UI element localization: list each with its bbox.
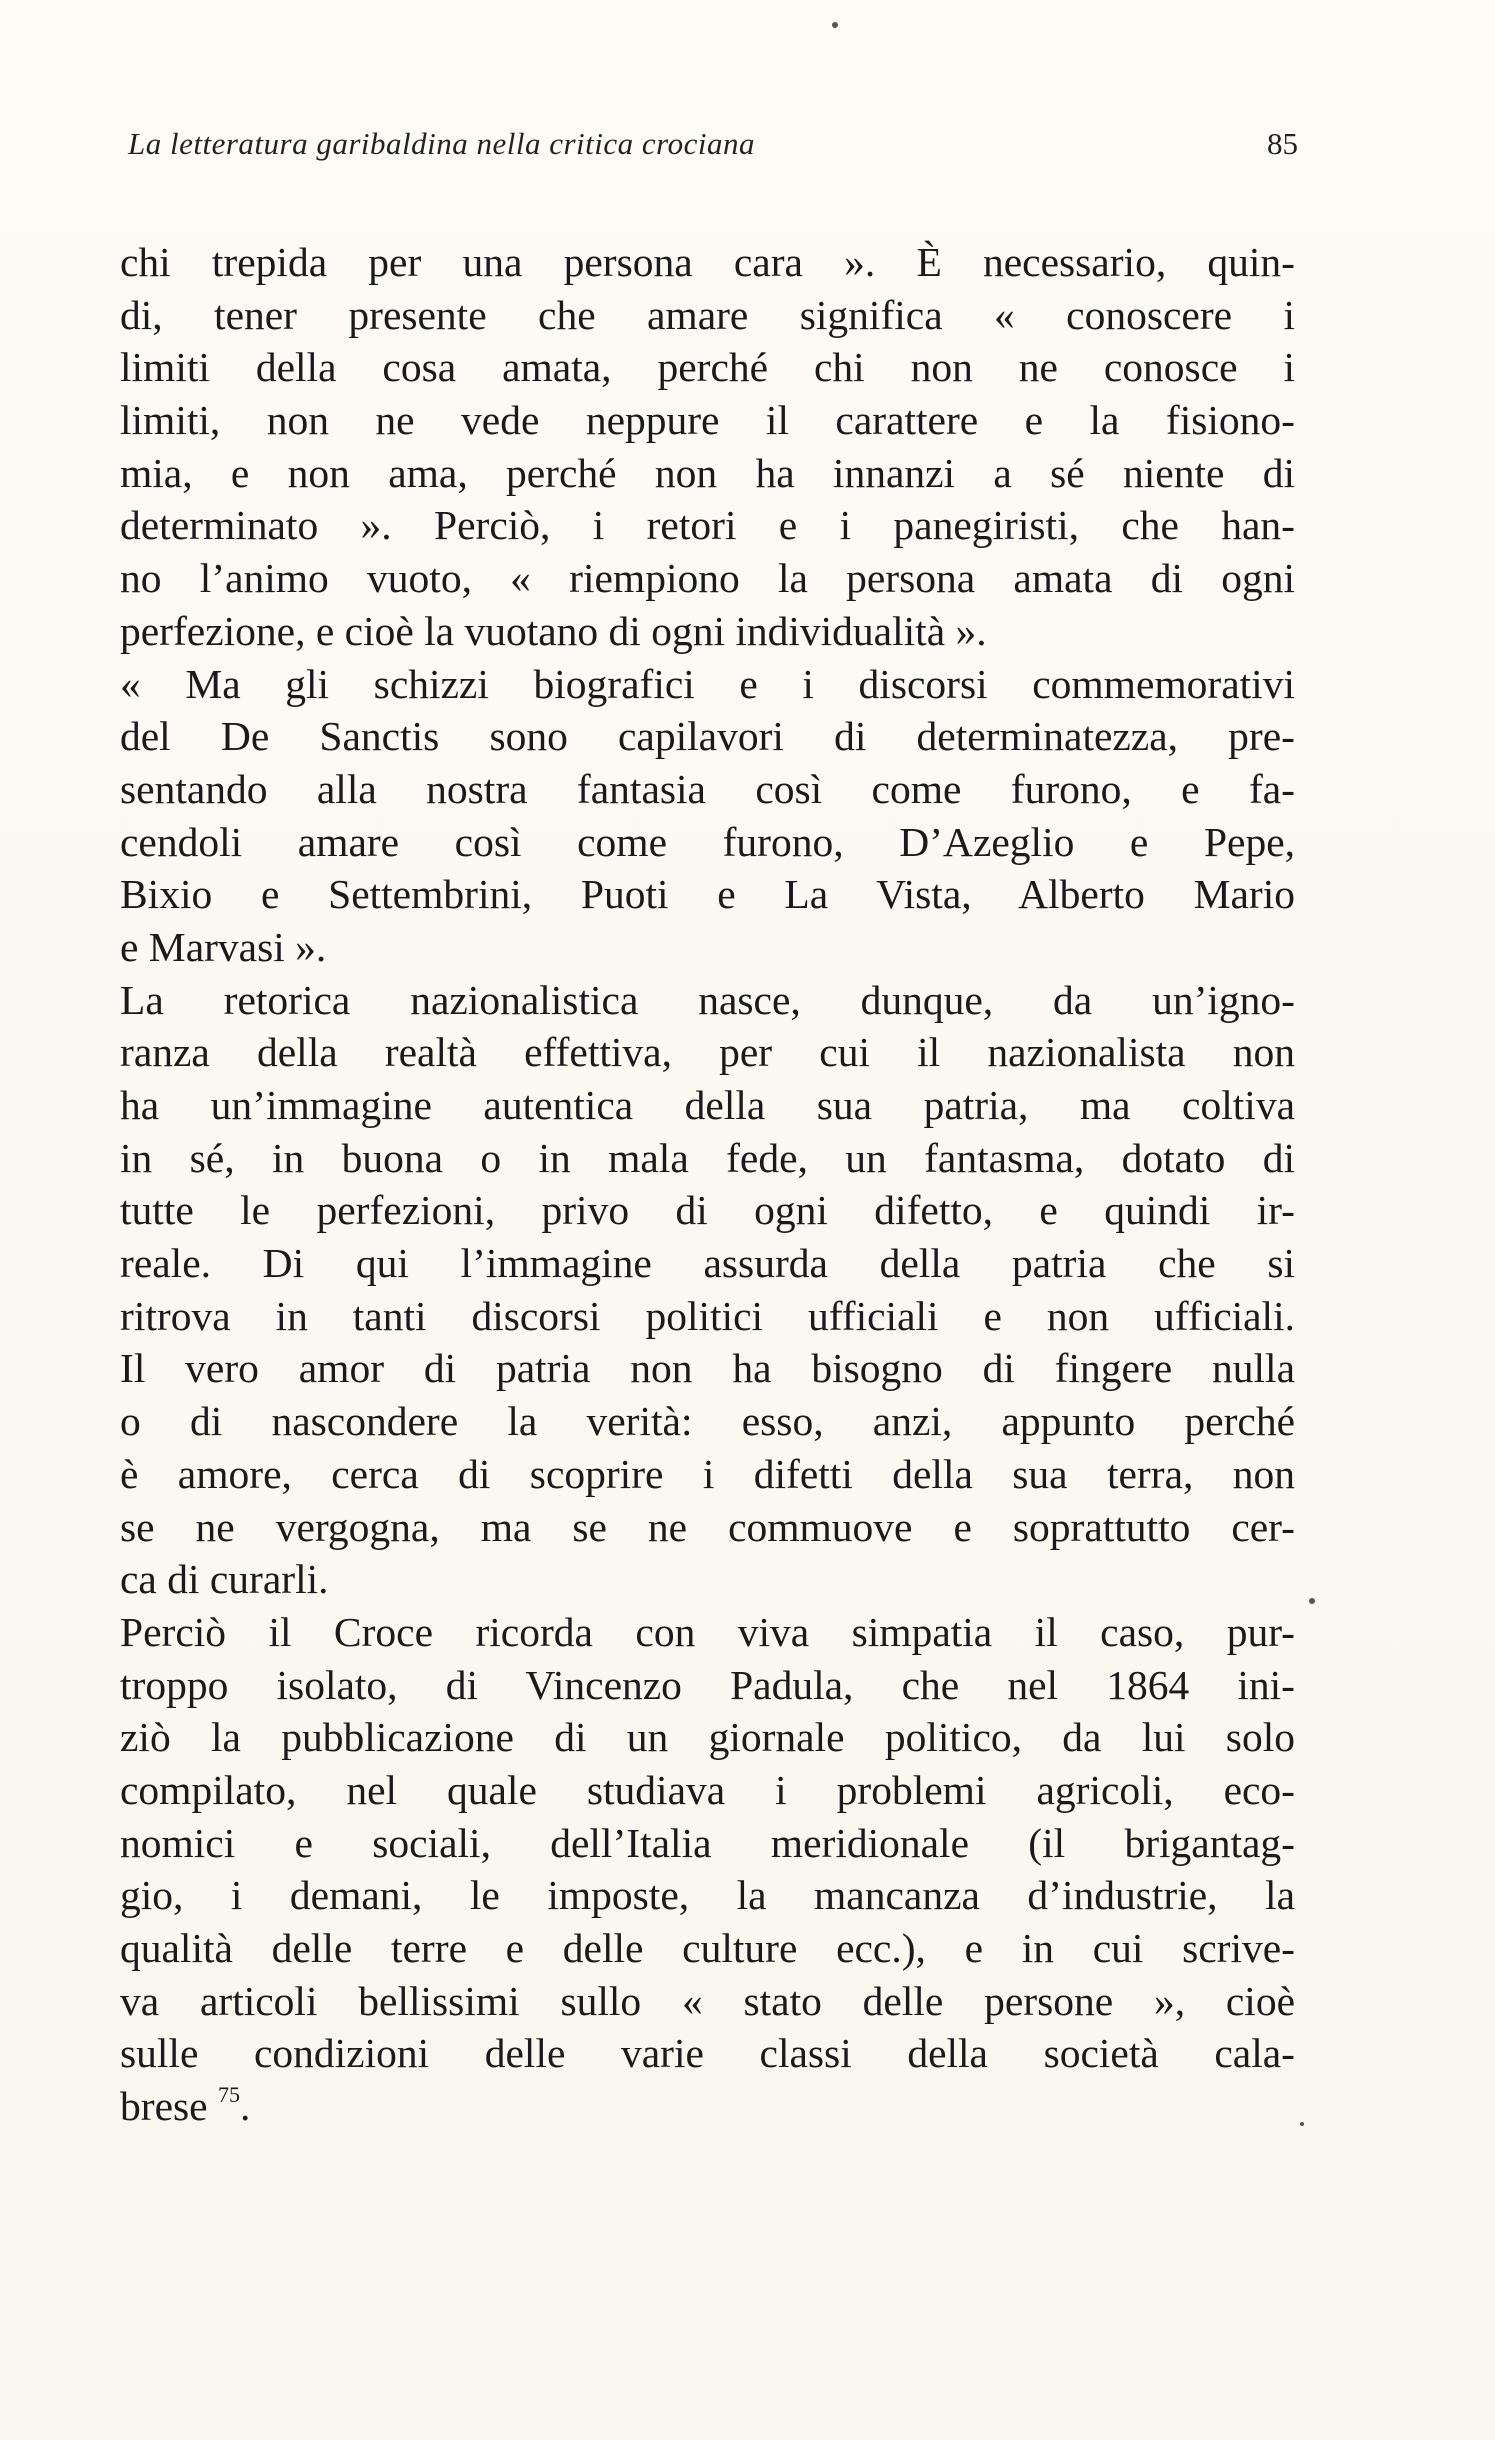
text-line: ca di curarli.: [120, 1556, 329, 1603]
text-line: reale. Di qui l’immagine assurda della patria che si: [120, 1240, 1295, 1287]
text-line: del De Sanctis sono capilavori di determinatezza, pre-: [120, 713, 1295, 760]
text-line: mia, e non ama, perché non ha innanzi a sé niente di: [120, 449, 1295, 496]
text-line: ranza della realtà effettiva, per cui il nazionalista non: [120, 1029, 1295, 1076]
text-line: qualità delle terre e delle culture ecc.), e in cui scrive-: [120, 1925, 1295, 1971]
text-line: è amore, cerca di scoprire i difetti della sua terra, non: [120, 1450, 1295, 1497]
text-line: ritrova in tanti discorsi politici ufficiali e non ufficiali.: [120, 1292, 1295, 1339]
text-line: cendoli amare così come furono, D’Azeglio e Pepe,: [120, 818, 1295, 865]
text-line: gio, i demani, le imposte, la mancanza d’industrie, la: [120, 1872, 1295, 1919]
paper-speck: [832, 22, 838, 28]
text-line: compilato, nel quale studiava i problemi agricoli, eco-: [120, 1766, 1295, 1813]
text-line: limiti, non ne vede neppure il carattere e la fisiono-: [120, 397, 1295, 444]
text-line: Bixio e Settembrini, Puoti e La Vista, Alberto Mario: [120, 871, 1295, 918]
text-line: limiti della cosa amata, perché chi non ne conosce i: [120, 344, 1295, 391]
text-line: troppo isolato, di Vincenzo Padula, che nel 1864 ini-: [120, 1661, 1295, 1708]
paper-speck: [1309, 1598, 1315, 1604]
text-line: Perciò il Croce ricorda con viva simpatia il caso, pur-: [120, 1608, 1295, 1655]
text-line: sentando alla nostra fantasia così come furono, e fa-: [120, 765, 1295, 812]
text-line: ziò la pubblicazione di un giornale politico, da lui solo: [120, 1714, 1295, 1761]
text-line: se ne vergogna, ma se ne commuove e soprattutto cer-: [120, 1503, 1295, 1550]
text-line: nomici e sociali, dell’Italia meridionale (il brigantag-: [120, 1819, 1295, 1866]
text-line: chi trepida per una persona cara ». È necessario, quin-: [120, 239, 1295, 285]
text-line: di, tener presente che amare significa « conoscere i: [120, 291, 1295, 338]
text-line-final: brese $^{75}$.: [120, 2082, 251, 2130]
page-number: 85: [1267, 126, 1298, 161]
text-line: Il vero amor di patria non ha bisogno di fingere nulla: [120, 1345, 1295, 1392]
text-line: in sé, in buona o in mala fede, un fantasma, dotato di: [120, 1134, 1295, 1181]
text-line: « Ma gli schizzi biografici e i discorsi commemorativi: [120, 660, 1295, 707]
running-title: La letteratura garibaldina nella critica crociana: [128, 126, 755, 161]
text-line: e Marvasi ».: [120, 923, 327, 970]
paper-speck: [1300, 2122, 1304, 2126]
body-text: [120, 236, 1295, 2133]
text-line: tutte le perfezioni, privo di ogni difetto, e quindi ir-: [120, 1187, 1295, 1234]
footnote-reference: 75: [217, 2082, 240, 2108]
text-line: no l’animo vuoto, « riempiono la persona amata di ogni: [120, 555, 1295, 602]
text-line: La retorica nazionalistica nasce, dunque, da un’igno-: [120, 976, 1295, 1023]
running-head: [128, 126, 1298, 174]
text-line: o di nascondere la verità: esso, anzi, appunto perché: [120, 1398, 1295, 1445]
text-line: perfezione, e cioè la vuotano di ogni individualità ».: [120, 607, 987, 654]
text-line: determinato ». Perciò, i retori e i panegiristi, che han-: [120, 502, 1295, 549]
text-line: sulle condizioni delle varie classi della società cala-: [120, 2030, 1295, 2077]
text-line: ha un’immagine autentica della sua patria, ma coltiva: [120, 1082, 1295, 1128]
text-line: va articoli bellissimi sullo « stato delle persone », cioè: [120, 1977, 1295, 2024]
final-punctuation: .: [239, 2083, 251, 2130]
